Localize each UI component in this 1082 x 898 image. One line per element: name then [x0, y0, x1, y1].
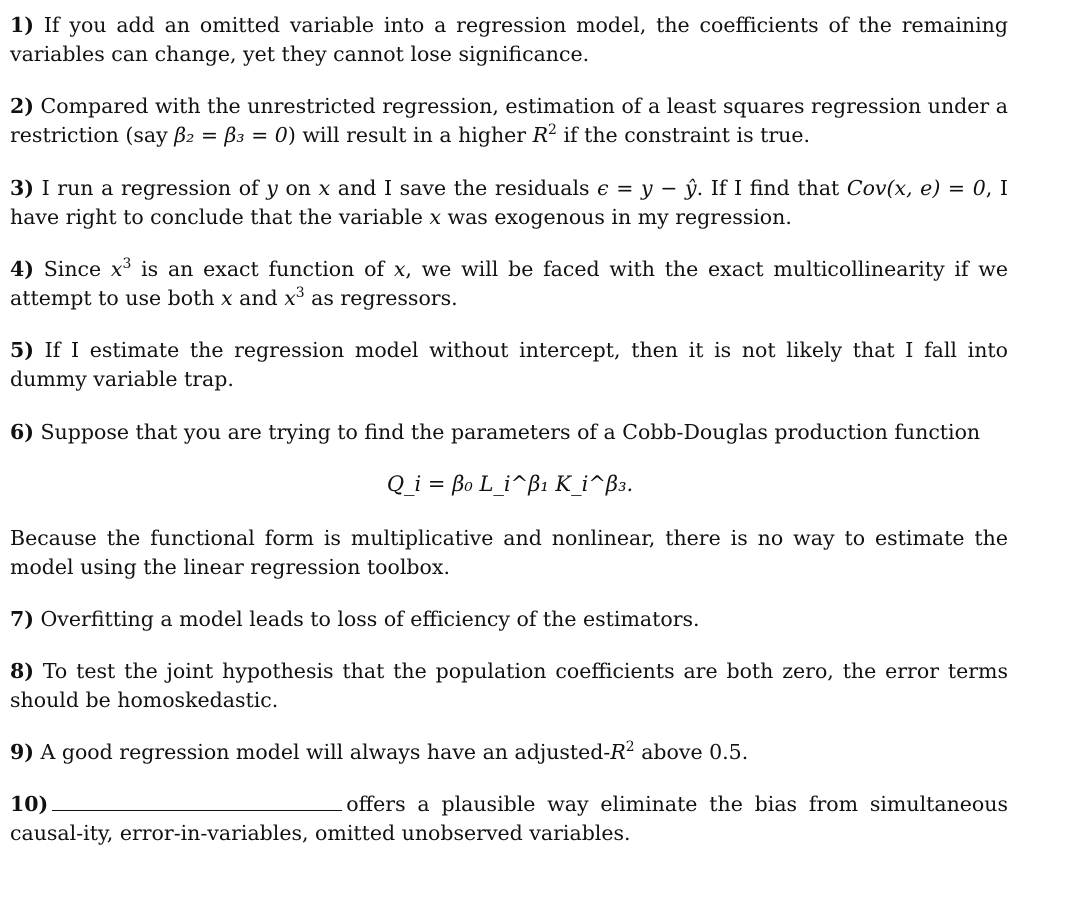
question-text: if the constraint is true. — [556, 123, 810, 147]
question-number: 8) — [10, 659, 34, 683]
question-number: 9) — [10, 740, 34, 764]
question-6 — [10, 418, 1008, 447]
question-7 — [10, 605, 1008, 634]
math-x: x — [429, 205, 442, 229]
question-4 — [10, 255, 1008, 313]
question-text: is an exact function of — [131, 257, 394, 281]
question-text: offers a plausible way eliminate the bias from simultaneous causal-ity, error-in-variables, omitted unobserved variables. — [10, 792, 1008, 845]
math-restriction: β₂ = β₃ = 0 — [174, 123, 288, 147]
question-text: was exogenous in my regression. — [441, 205, 792, 229]
math-residuals: ϵ = y − ŷ — [597, 176, 697, 200]
question-9 — [10, 738, 1008, 767]
question-text: on — [277, 176, 319, 200]
question-text: , we will be faced with the exact multicollinearity if we attempt to use both — [10, 257, 1008, 310]
question-number: 7) — [10, 607, 34, 631]
question-text: Since — [43, 257, 111, 281]
math-r: R — [532, 123, 549, 147]
math-y: y — [266, 176, 278, 200]
question-number: 2) — [10, 94, 34, 118]
question-8 — [10, 657, 1008, 715]
question-number: 1) — [10, 13, 34, 37]
question-text: Compared with the unrestricted regression, estimation of a least squares regression under a restriction (say — [10, 94, 1008, 147]
superscript: 3 — [295, 285, 305, 302]
math-covariance: Cov(x, e) = 0 — [846, 176, 986, 200]
superscript: 2 — [625, 739, 635, 756]
question-number: 5) — [10, 338, 34, 362]
question-text: If you add an omitted variable into a regression model, the coefficients of the remaining variables can change, yet they cannot lose significance. — [10, 13, 1008, 66]
question-6-continued — [10, 524, 1008, 582]
math-x: x — [284, 286, 296, 310]
math-x: x — [110, 257, 123, 281]
math-x: x — [393, 257, 406, 281]
question-text: Suppose that you are trying to find the parameters of a Cobb-Douglas production function — [40, 420, 981, 444]
cobb-douglas-formula: Q_i = β₀ L_i^β₁ K_i^β₃. — [386, 472, 634, 496]
math-x: x — [221, 286, 233, 310]
question-2 — [10, 92, 1008, 150]
math-r: R — [610, 740, 626, 764]
math-x: x — [318, 176, 331, 200]
question-text: If I estimate the regression model without intercept, then it is not likely that I fall into dummy variable trap. — [10, 338, 1008, 391]
question-text: To test the joint hypothesis that the population coefficients are both zero, the error terms should be homoskedastic. — [10, 659, 1008, 712]
question-text: Overfitting a model leads to loss of efficiency of the estimators. — [40, 607, 700, 631]
question-text: and I save the residuals — [330, 176, 598, 200]
question-text: A good regression model will always have an adjusted- — [40, 740, 611, 764]
superscript: 3 — [122, 256, 132, 273]
question-number: 4) — [10, 257, 34, 281]
question-text: Because the functional form is multiplicative and nonlinear, there is no way to estimate the model using the linear regression toolbox. — [10, 526, 1008, 579]
superscript: 2 — [548, 122, 557, 139]
question-text: as regressors. — [304, 286, 458, 310]
answer-blank[interactable] — [52, 792, 342, 811]
question-number: 6) — [10, 420, 34, 444]
question-10 — [10, 790, 1008, 848]
question-text: ) will result in a higher — [287, 123, 533, 147]
question-text: . If I find that — [696, 176, 847, 200]
question-number: 10) — [10, 792, 49, 816]
question-text: and — [232, 286, 285, 310]
question-text: , I have right to conclude that the variable — [10, 176, 1008, 229]
question-1 — [10, 11, 1008, 69]
question-3 — [10, 174, 1008, 232]
question-number: 3) — [10, 176, 34, 200]
question-text: I run a regression of — [41, 176, 267, 200]
question-5 — [10, 336, 1008, 394]
question-text: above 0.5. — [634, 740, 749, 764]
